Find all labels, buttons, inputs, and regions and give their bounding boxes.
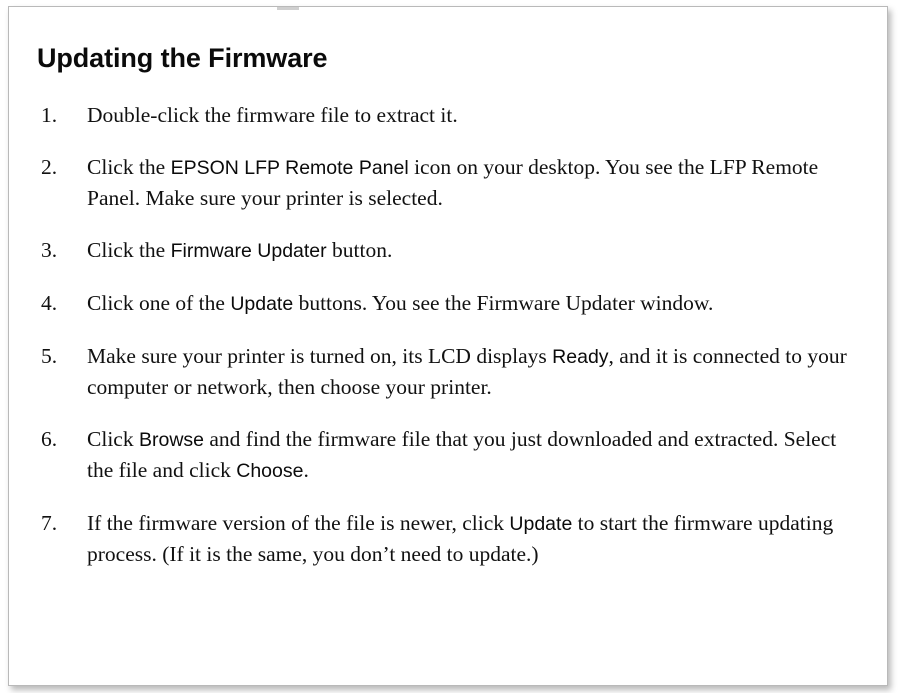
step-text bbox=[87, 238, 392, 262]
page-title: Updating the Firmware bbox=[37, 43, 328, 73]
step-number: 3. bbox=[41, 238, 58, 262]
step-text-run: . bbox=[303, 458, 309, 482]
step-text bbox=[87, 103, 458, 127]
page-top-marker bbox=[277, 7, 299, 10]
step-text bbox=[87, 291, 713, 315]
step-number: 5. bbox=[41, 344, 58, 368]
step-text-run: Make sure your printer is turned on, its LCD displays bbox=[87, 344, 553, 368]
document-page bbox=[8, 6, 888, 686]
step-number: 6. bbox=[41, 427, 58, 451]
step-text-run: buttons. You see the Firmware Updater window. bbox=[293, 291, 714, 315]
step-text-run: If the firmware version of the file is newer, click bbox=[87, 511, 510, 535]
step-text-run: Click the bbox=[87, 238, 171, 262]
list-item bbox=[35, 288, 855, 319]
step-number: 4. bbox=[41, 291, 58, 315]
step-text bbox=[87, 344, 847, 399]
step-text-run: button. bbox=[326, 238, 393, 262]
step-text bbox=[87, 511, 833, 566]
list-item bbox=[35, 235, 855, 266]
list-item bbox=[35, 508, 855, 569]
step-text-run: and find the firmware file that you just downloaded and extracted. Select the file and click bbox=[87, 427, 837, 482]
step-text bbox=[87, 427, 836, 482]
step-text-run: Click one of the bbox=[87, 291, 231, 315]
ui-label: Update bbox=[230, 293, 294, 315]
list-item bbox=[35, 341, 855, 402]
steps-list bbox=[35, 100, 855, 569]
step-number: 2. bbox=[41, 155, 58, 179]
ui-label: EPSON LFP Remote Panel bbox=[170, 157, 409, 179]
ui-label: Ready bbox=[552, 346, 609, 368]
ui-label: Update bbox=[509, 513, 573, 535]
step-text-run: Click bbox=[87, 427, 139, 451]
step-text-run: icon on your desktop. You see the LFP Remote Panel. Make sure your printer is selected. bbox=[87, 155, 819, 210]
ui-label: Browse bbox=[138, 429, 204, 451]
list-item bbox=[35, 100, 855, 130]
step-text-run: to start the firmware updating process. (If it is the same, you don’t need to update.) bbox=[87, 511, 834, 566]
list-item bbox=[35, 152, 855, 213]
step-text bbox=[87, 155, 818, 210]
ui-label: Choose bbox=[236, 460, 304, 482]
ui-label: Firmware Updater bbox=[170, 240, 327, 262]
step-number: 1. bbox=[41, 103, 58, 127]
step-text-run: Click the bbox=[87, 155, 171, 179]
step-text-run: Double-click the firmware file to extract it. bbox=[87, 103, 458, 127]
step-text-run: , and it is connected to your computer or network, then choose your printer. bbox=[87, 344, 847, 399]
list-item bbox=[35, 424, 855, 486]
step-number: 7. bbox=[41, 511, 58, 535]
document-content bbox=[35, 43, 855, 591]
